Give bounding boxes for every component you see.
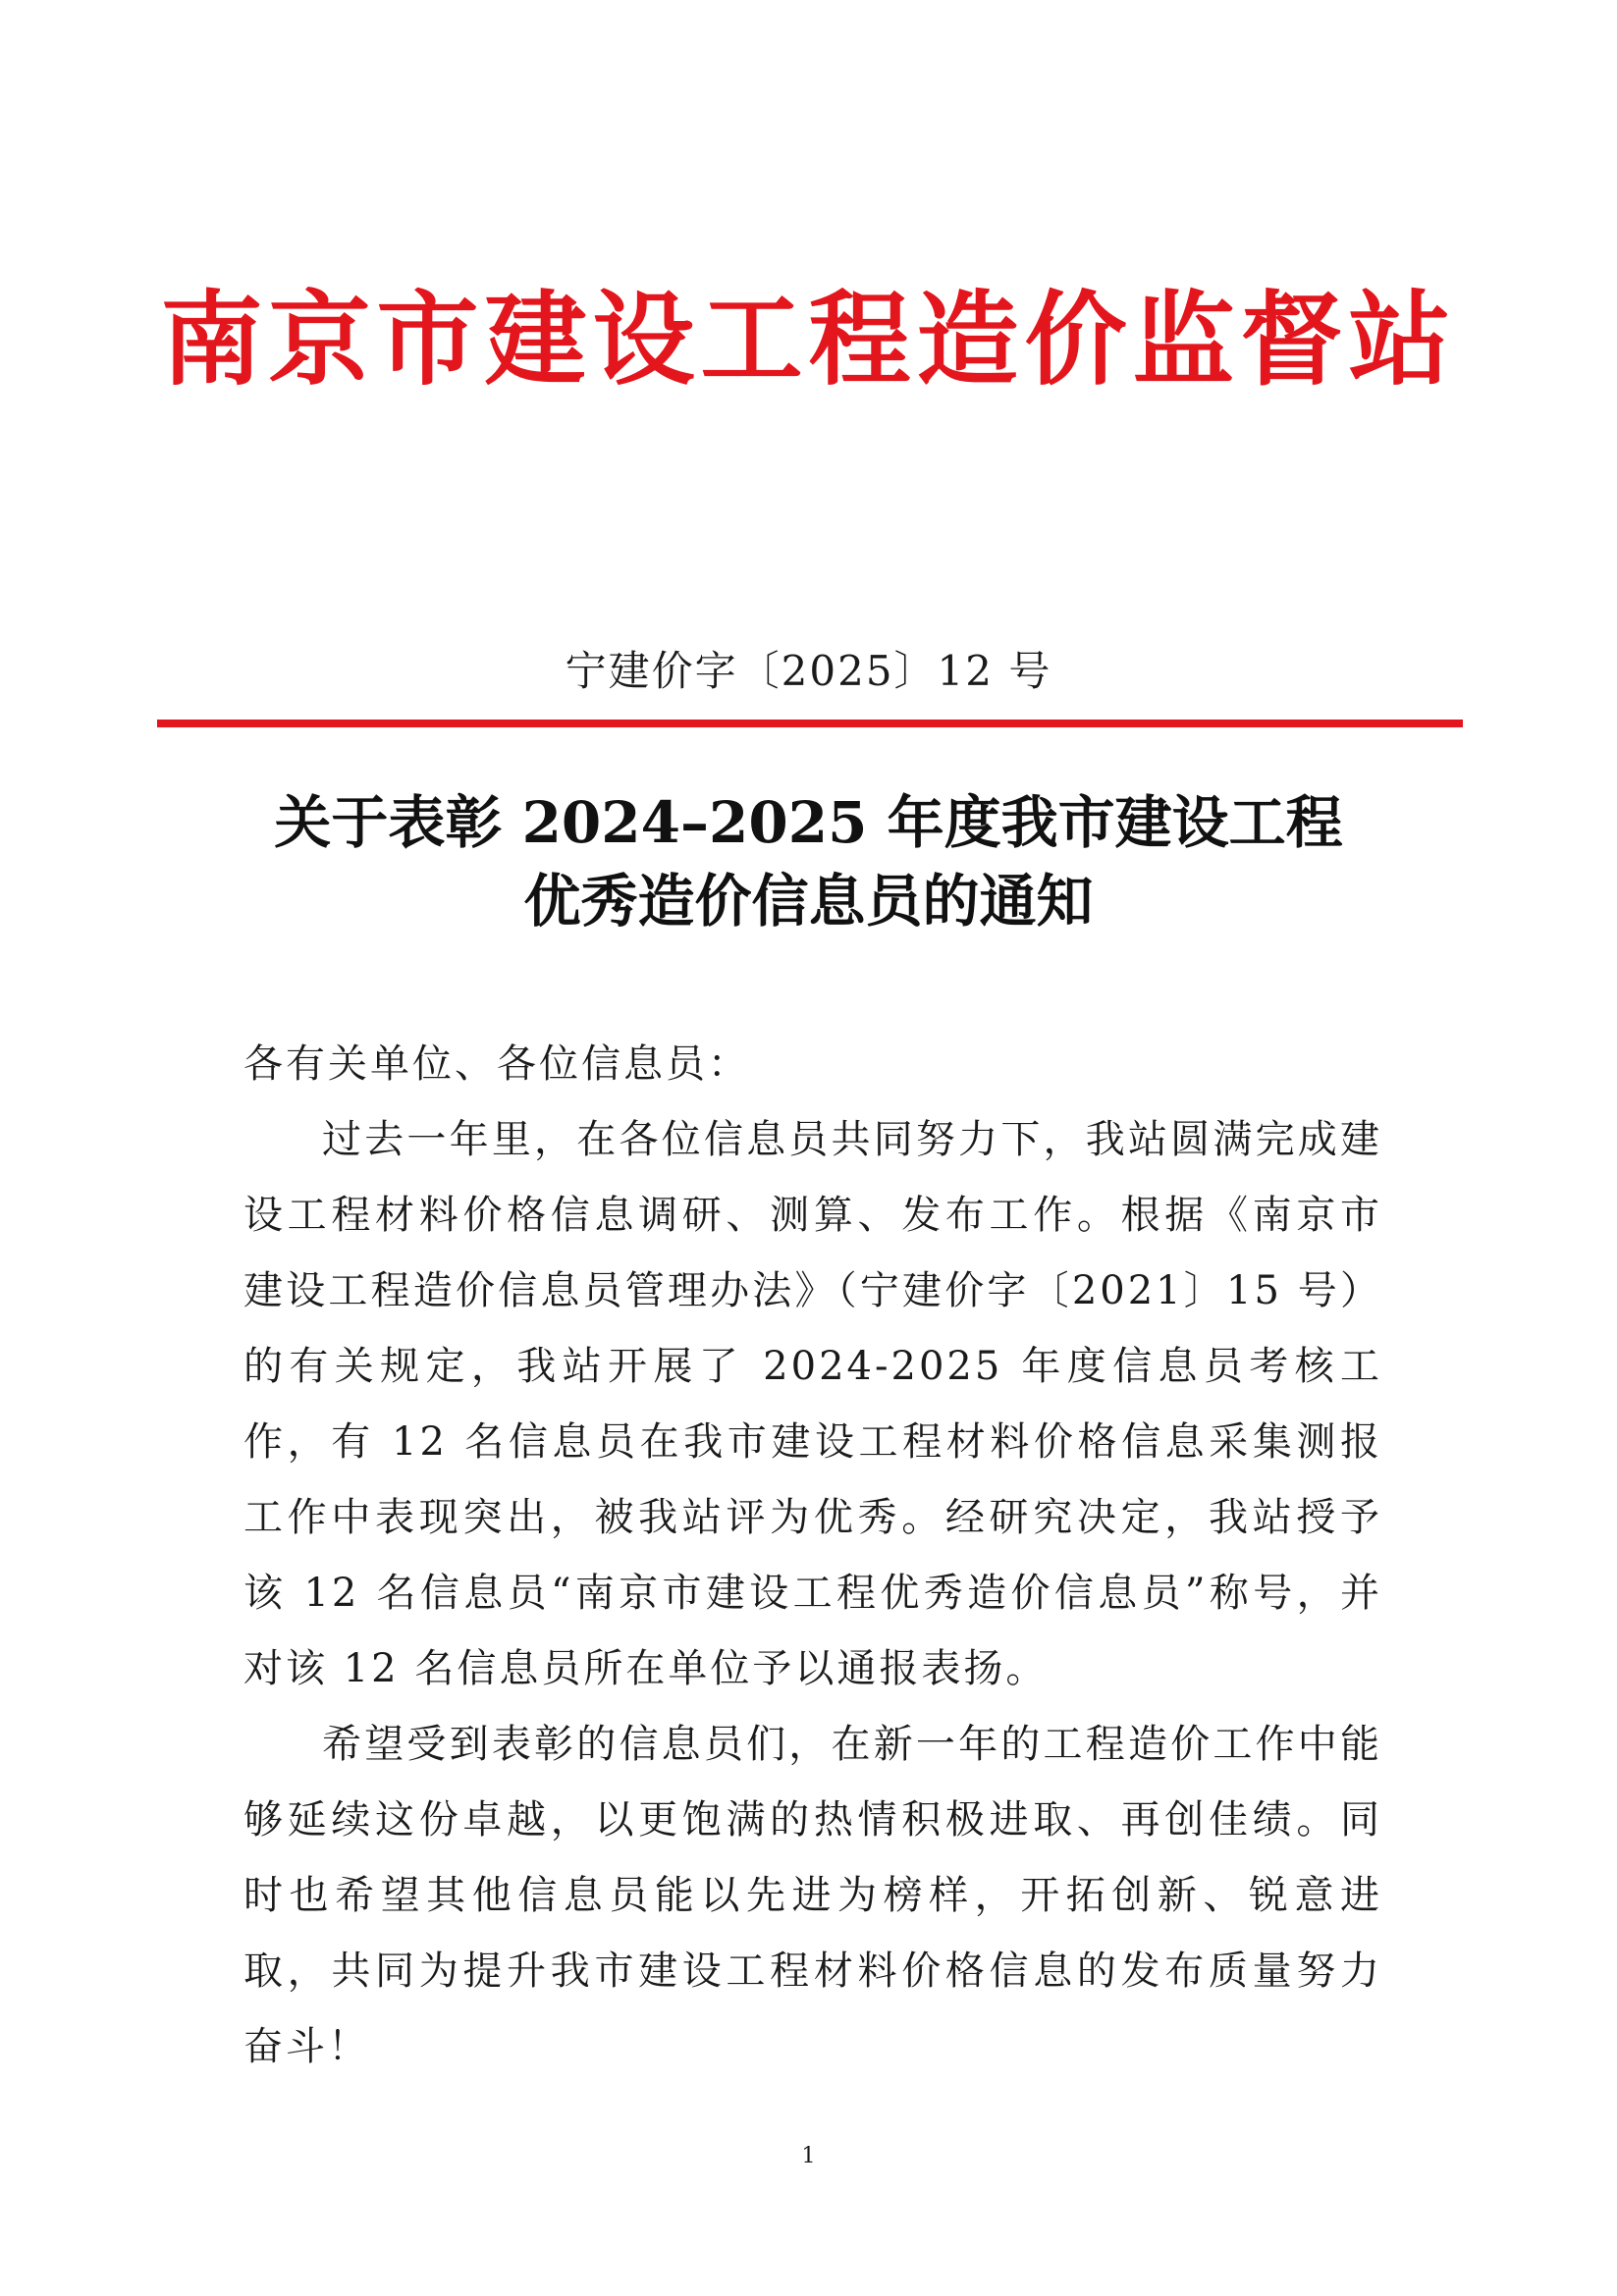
body-paragraph-1: 过去一年里，在各位信息员共同努力下，我站圆满完成建设工程材料价格信息调研、测算、发布工作。根据《南京市建设工程造价信息员管理办法》（宁建价字〔2021〕15 号）的有关规定，我站开展了 2024-2025 年度信息员考核工作，有 12 名信息员在我市建设工程材料价格信息采集测报工作中表现突出，被我站评为优秀。经研究决定，我站授予该 12 名信息员“南京市建设工程优秀造价信息员”称号，并对该 12 名信息员所在单位予以通报表扬。 [243,1117,1382,1691]
notice-body [243,1027,1382,2085]
red-divider-rule [157,720,1463,727]
body-paragraph-2: 希望受到表彰的信息员们，在新一年的工程造价工作中能够延续这份卓越，以更饱满的热情积极进取、再创佳绩。同时也希望其他信息员能以先进为榜样，开拓创新、锐意进取，共同为提升我市建设工程材料价格信息的发布质量努力奋斗！ [243,1722,1382,2069]
page-number: 1 [801,2144,816,2168]
letterhead-title: 南京市建设工程造价监督站 [160,279,1457,400]
notice-title [0,783,1617,940]
document-number: 宁建价字〔2025〕12 号 [565,647,1052,695]
notice-title-line-1: 关于表彰 2024–2025 年度我市建设工程 [274,789,1343,856]
salutation: 各有关单位、各位信息员： [243,1041,750,1087]
notice-title-line-2: 优秀造价信息员的通知 [523,868,1094,934]
